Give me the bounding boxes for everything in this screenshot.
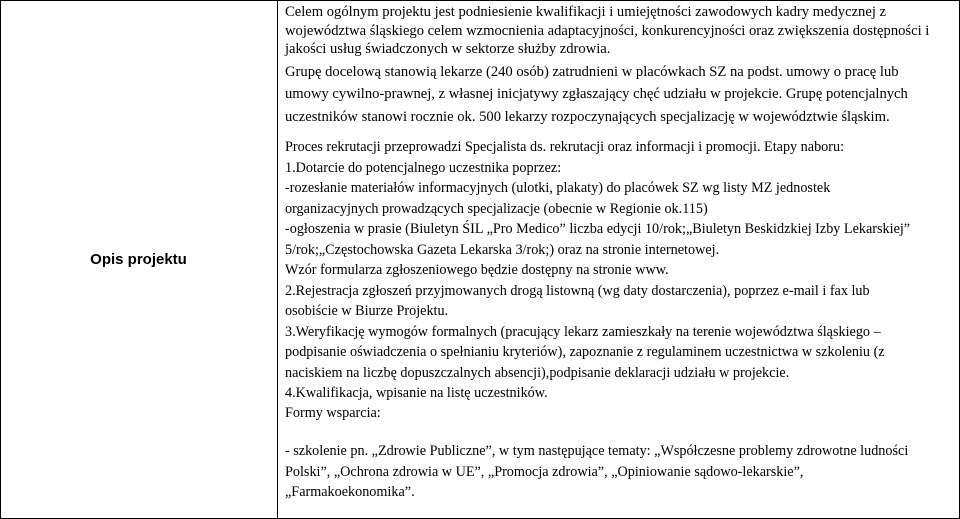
text-line: 5/rok;„Częstochowska Gazeta Lekarska 3/rok;) oraz na stronie internetowej. xyxy=(285,241,720,258)
text-line: Polski”, „Ochrona zdrowia w UE”, „Promocja zdrowia”, „Opiniowanie sądowo-lekarskie”, xyxy=(285,463,804,480)
text-line: Celem ogólnym projektu jest podniesienie kwalifikacji i umiejętności zawodowych kadry medycznej z xyxy=(285,4,887,20)
text-line: -rozesłanie materiałów informacyjnych (ulotki, plakaty) do placówek SZ wg listy MZ jednostek xyxy=(285,180,831,196)
text-line: uczestników stanowi rocznie ok. 500 lekarzy rozpoczynających specjalizację w województwie śląskim. xyxy=(285,108,890,125)
formy-heading-block xyxy=(285,403,949,424)
formy-paragraph xyxy=(285,441,949,503)
row-label: Opis projektu xyxy=(90,251,187,268)
label-cell xyxy=(0,0,277,519)
text-line: 4.Kwalifikacja, wpisanie na listę uczestników. xyxy=(285,385,548,401)
text-line: jakości usług świadczonych w sektorze służby zdrowia. xyxy=(285,41,611,57)
content-cell xyxy=(278,0,958,519)
text-line: - szkolenie pn. „Zdrowie Publiczne”, w tym następujące tematy: „Współczesne problemy zdrowotne ludności xyxy=(285,443,909,459)
text-line: Wzór formularza zgłoszeniowego będzie dostępny na stronie www. xyxy=(285,262,669,278)
text-line: 2.Rejestracja zgłoszeń przyjmowanych drogą listowną (wg daty dostarczenia), poprzez e-mail i fax lub xyxy=(285,282,870,299)
text-line: naciskiem na liczbę dopuszczalnych absencji),podpisanie deklaracji udziału w projekcie. xyxy=(285,364,790,381)
text-line: 3.Weryfikację wymogów formalnych (pracujący lekarz zamieszkały na terenie województwa śląskiego – xyxy=(285,323,881,340)
text-line: Grupę docelową stanowią lekarze (240 osób) zatrudnieni w placówkach SZ na podst. umowy o pracę lub xyxy=(285,63,899,80)
text-line: -ogłoszenia w prasie (Biuletyn ŚIL „Pro Medico” liczba edycji 10/rok;„Biuletyn Beskidzkiej Izby Lekarskiej” xyxy=(285,221,911,237)
text-line: Proces rekrutacji przeprowadzi Specjalista ds. rekrutacji oraz informacji i promocji. Etapy naboru: xyxy=(285,139,845,155)
formy-heading: Formy wsparcia: xyxy=(285,405,381,421)
text-line: osobiście w Biurze Projektu. xyxy=(285,303,449,319)
text-line: „Farmakoekonomika”. xyxy=(285,484,415,500)
text-line: 1.Dotarcie do potencjalnego uczestnika poprzez: xyxy=(285,159,562,176)
text-line: województwa śląskiego celem wzmocnienia adaptacyjności, konkurencyjności oraz zwiększenia dostępności i xyxy=(285,22,930,39)
rekrutacja-paragraph xyxy=(285,137,949,404)
text-line: podpisanie oświadczenia o spełnianiu kryteriów), zapoznanie z regulaminem uczestnictwa w szkoleniu (z xyxy=(285,344,885,360)
text-line: umowy cywilno-prawnej, z własnej inicjatywy zgłaszający chęć udziału w projekcie. Grupę potencjalnych xyxy=(285,86,908,102)
cel-paragraph xyxy=(285,3,949,126)
text-line: organizacyjnych prowadzących specjalizacje (obecnie w Regionie ok.115) xyxy=(285,200,708,217)
